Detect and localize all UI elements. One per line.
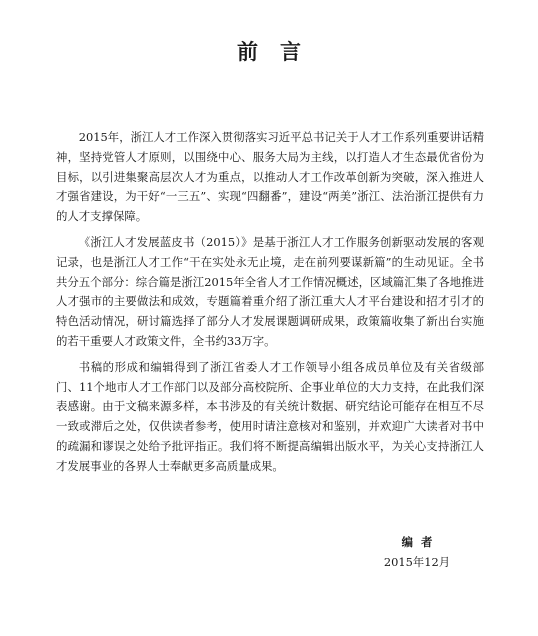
paragraph-3: 书稿的形成和编辑得到了浙江省委人才工作领导小组各成员单位及有关省级部门、11个地市人才工作部门以及部分高校院所、企事业单位的大力支持，在此我们深表感谢。由于文稿来源多样，本书涉及的有关统计数据、研究结论可能存在相互不尽一致或滞后之处，仅供读者参考，使用时请注意核对和鉴别，并欢迎广大读者对书中的疏漏和谬误之处给予批评指正。我们将不断提高编辑出版水平，为关心支持浙江人才发展事业的各界人士奉献更多高质量成果。 <box>56 359 484 473</box>
preface-body <box>56 128 484 483</box>
editor-label: 编者 <box>401 535 441 549</box>
paragraph-1: 2015年，浙江人才工作深入贯彻落实习近平总书记关于人才工作系列重要讲话精神，坚持党管人才原则，以围绕中心、服务大局为主线，以打造人才生态最优省份为目标，以引进集聚高层次人才为重点，以推动人才工作改革创新为突破，深入推进人才强省建设，为干好“一三五”、实现“四翻番”，建设“两美”浙江、法治浙江提供有力的人才支撑保障。 <box>56 130 484 224</box>
signature-block <box>372 532 462 572</box>
date-label: 2015年12月 <box>383 555 451 569</box>
page-title: 前言 <box>237 39 323 64</box>
paragraph-2: 《浙江人才发展蓝皮书（2015）》是基于浙江人才工作服务创新驱动发展的客观记录，也是浙江人才工作“干在实处永无止境，走在前列要谋新篇”的生动见证。全书共分五个部分：综合篇是浙江2015年全省人才工作情况概述，区域篇汇集了各地推进人才强市的主要做法和成效，专题篇着重介绍了浙江重大人才平台建设和招才引才的特色活动情况，研讨篇选择了部分人才发展课题调研成果，政策篇收集了新出台实施的若干重要人才政策文件，全书约33万字。 <box>56 234 484 348</box>
